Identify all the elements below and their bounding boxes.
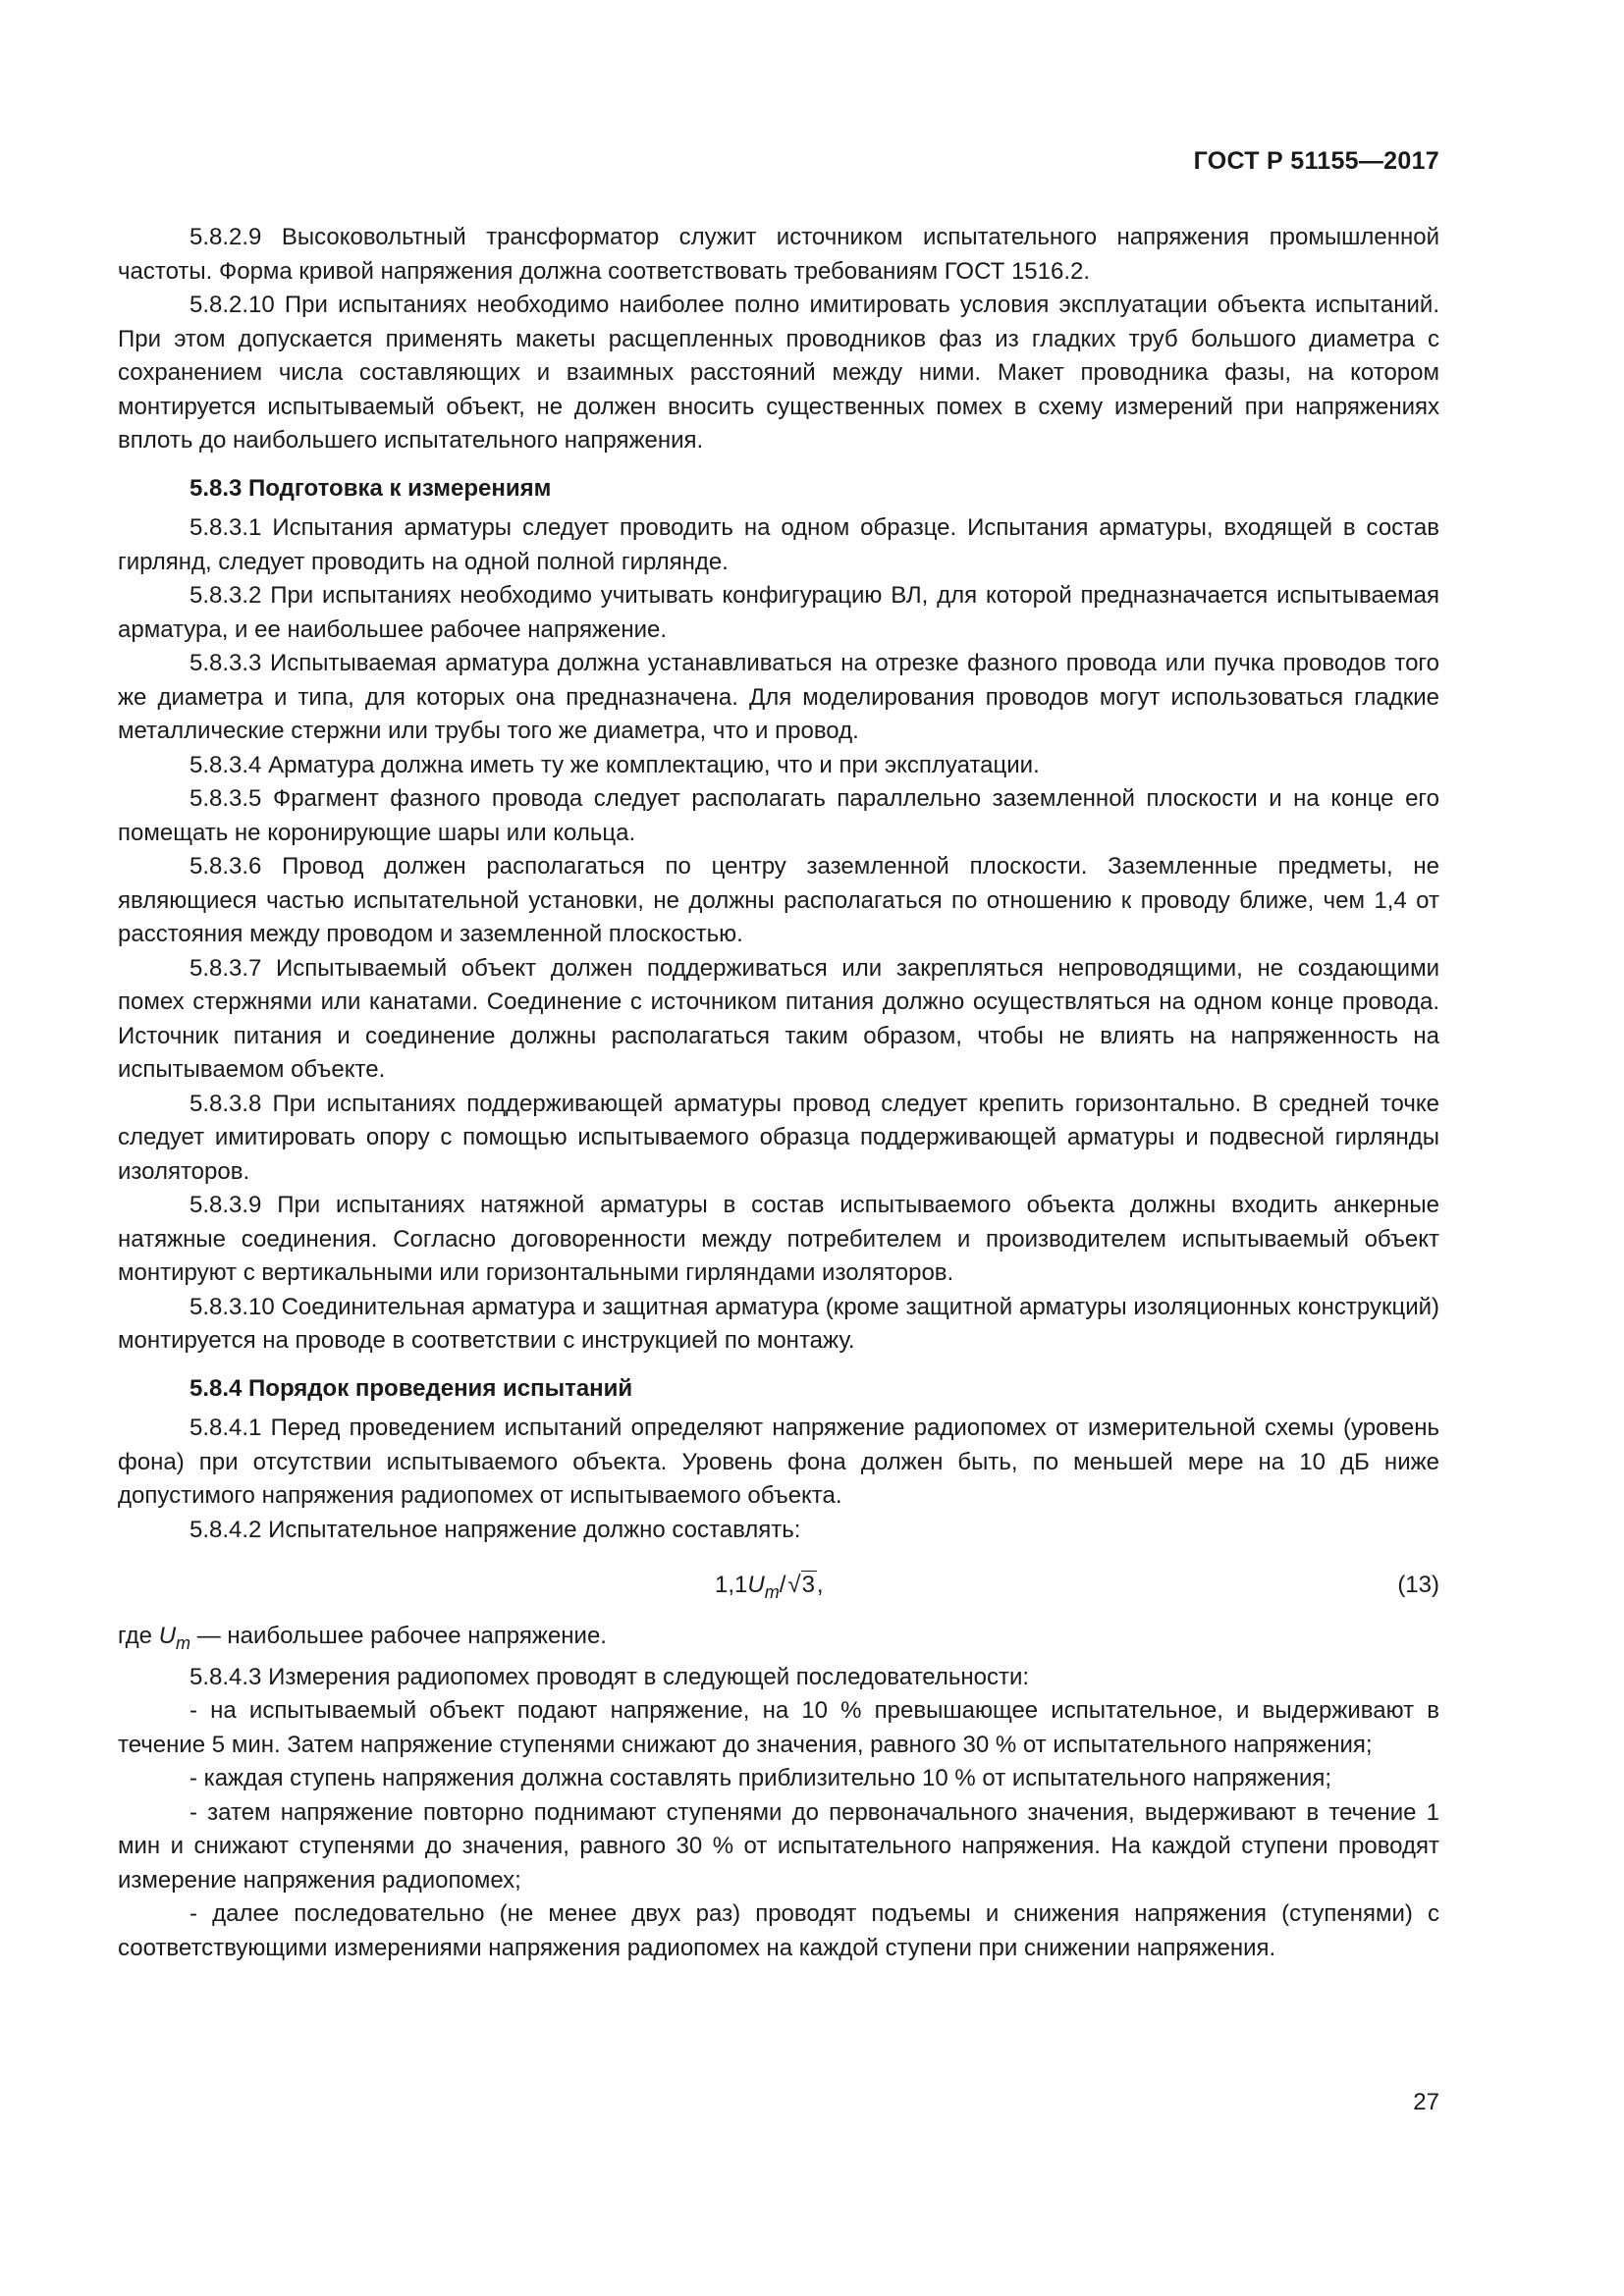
- list-item-3: - затем напряжение повторно поднимают ступенями до первоначального значения, выдерживают в течение 1 мин и снижают ступенями до значения, равного 30 % от испытательного напряжения. На каждой ступени проводят измерение напряжения радиопомех;: [118, 1798, 1439, 1894]
- page-number: 27: [1413, 2089, 1439, 2115]
- paragraph-5-8-3-10: 5.8.3.10 Соединительная арматура и защитная арматура (кроме защитной арматуры изоляционных конструкций) монтируется на проводе в соответствии с инструкцией по монтажу.: [118, 1293, 1439, 1354]
- legend-prefix: где: [118, 1623, 159, 1649]
- paragraph-5-8-3-3: 5.8.3.3 Испытываемая арматура должна устанавливаться на отрезке фазного провода или пучка проводов того же диаметра и типа, для которых она предназначена. Для моделирования проводов могут использоваться гладкие металлические стержни или трубы того же диаметра, что и провод.: [118, 650, 1439, 744]
- document-page: [118, 0, 1439, 2296]
- paragraph-5-8-2-10: 5.8.2.10 При испытаниях необходимо наиболее полно имитировать условия эксплуатации объекта испытаний. При этом допускается применять макеты расщепленных проводников фаз из гладких труб большого диаметра с сохранением числа составляющих и взаимных расстояний между ними. Макет проводника фазы, на котором монтируется испытываемый объект, не должен вносить существенных помех в схему измерений при напряжениях вплоть до наибольшего испытательного напряжения.: [118, 292, 1439, 454]
- radicand: 3: [801, 1572, 815, 1598]
- document-body: [118, 221, 1439, 1965]
- paragraph-5-8-4-1: 5.8.4.1 Перед проведением испытаний определяют напряжение радиопомех от измерительной схемы (уровень фона) при отсутствии испытываемого объекта. Уровень фона должен быть, по меньшей мере на 10 дБ ниже допустимого напряжения радиопомех от испытываемого объекта.: [118, 1415, 1439, 1509]
- paragraph-5-8-4-3: 5.8.4.3 Измерения радиопомех проводят в следующей последовательности:: [189, 1663, 1030, 1690]
- legend-text: — наибольшее рабочее напряжение.: [190, 1623, 607, 1649]
- formula-variable: U: [747, 1572, 765, 1598]
- paragraph-5-8-3-9: 5.8.3.9 При испытаниях натяжной арматуры в состав испытываемого объекта должны входить анкерные натяжные соединения. Согласно договоренности между потребителем и производителем испытываемый объект монтируют с вертикальными или горизонтальными гирляндами изоляторов.: [118, 1192, 1439, 1286]
- formula-coefficient: 1,1: [715, 1572, 748, 1598]
- paragraph-5-8-4-2: 5.8.4.2 Испытательное напряжение должно составлять:: [189, 1516, 801, 1543]
- paragraph-5-8-3-2: 5.8.3.2 При испытаниях необходимо учитывать конфигурацию ВЛ, для которой предназначается испытываемая арматура, и ее наибольшее рабочее напряжение.: [118, 582, 1439, 643]
- paragraph-5-8-3-6: 5.8.3.6 Провод должен располагаться по центру заземленной плоскости. Заземленные предметы, не являющиеся частью испытательной установки, не должны располагаться по отношению к проводу ближе, чем 1,4 от расстояния между проводом и заземленной плоскостью.: [118, 853, 1439, 947]
- formula-13: [715, 1569, 824, 1610]
- list-item-4: - далее последовательно (не менее двух раз) проводят подъемы и снижения напряжения (ступенями) с соответствующими измерениями напряжения радиопомех на каждой ступени при снижении напряжения.: [118, 1900, 1439, 1961]
- document-header-id: ГОСТ Р 51155—2017: [1193, 147, 1439, 175]
- list-item-2: - каждая ступень напряжения должна составлять приблизительно 10 % от испытательного напряжения;: [189, 1765, 1332, 1791]
- paragraph-5-8-3-5: 5.8.3.5 Фрагмент фазного провода следует располагать параллельно заземленной плоскости и на конце его помещать не коронирующие шары или кольца.: [118, 785, 1439, 846]
- radical-sign: √: [787, 1572, 801, 1598]
- square-root: [785, 1569, 817, 1603]
- list-item-1: - на испытываемый объект подают напряжение, на 10 % превышающее испытательное, и выдерживают в течение 5 мин. Затем напряжение ступенями снижают до значения, равного 30 % от испытательного напряжения;: [118, 1697, 1439, 1758]
- formula-subscript: m: [764, 1582, 780, 1602]
- paragraph-5-8-2-9: 5.8.2.9 Высоковольтный трансформатор служит источником испытательного напряжения промышленной частоты. Форма кривой напряжения должна соответствовать требованиям ГОСТ 1516.2.: [118, 224, 1439, 285]
- section-heading-5-8-3: 5.8.3 Подготовка к измерениям: [189, 474, 552, 502]
- paragraph-5-8-3-1: 5.8.3.1 Испытания арматуры следует проводить на одном образце. Испытания арматуры, входящей в состав гирлянд, следует проводить на одной полной гирлянде.: [118, 514, 1439, 575]
- legend-subscript: m: [176, 1633, 191, 1653]
- formula-13-row: [118, 1565, 1439, 1608]
- formula-comma: ,: [816, 1572, 824, 1598]
- legend-variable: U: [158, 1623, 177, 1649]
- formula-legend: [118, 1620, 1439, 1661]
- paragraph-5-8-3-8: 5.8.3.8 При испытаниях поддерживающей арматуры провод следует крепить горизонтально. В средней точке следует имитировать опору с помощью испытываемого образца поддерживающей арматуры и подвесной гирлянды изоляторов.: [118, 1090, 1439, 1185]
- equation-number: (13): [1397, 1572, 1439, 1598]
- section-heading-5-8-4: 5.8.4 Порядок проведения испытаний: [189, 1374, 633, 1402]
- formula-slash: /: [779, 1572, 786, 1598]
- paragraph-5-8-3-7: 5.8.3.7 Испытываемый объект должен поддерживаться или закрепляться непроводящими, не создающими помех стержнями или канатами. Соединение с источником питания должно осуществляться на одном конце провода. Источник питания и соединение должны располагаться таким образом, чтобы не влиять на напряженность на испытываемом объекте.: [118, 954, 1439, 1083]
- paragraph-5-8-3-4: 5.8.3.4 Арматура должна иметь ту же комплектацию, что и при эксплуатации.: [189, 751, 1040, 778]
